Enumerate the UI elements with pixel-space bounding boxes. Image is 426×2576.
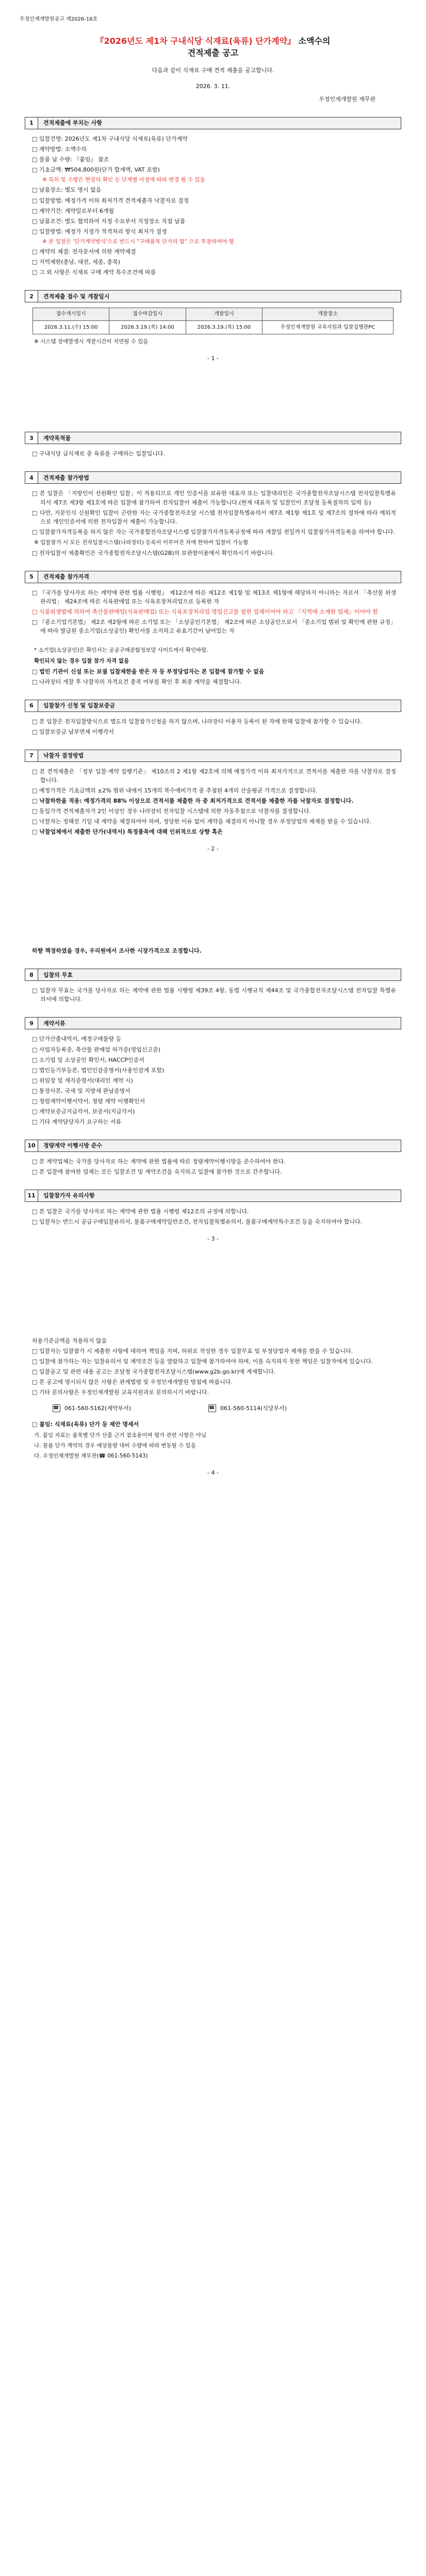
page-title: [40, 35, 386, 59]
list-item: □ 나라장터 개찰 후 낙찰자의 자격요건 충족 여부를 확인 후 최종 계약을 체결합니다.: [32, 678, 242, 685]
section-number: 4: [25, 471, 38, 484]
attachment-item: 다. 우정인재개발원 재무관(☎ 061-560-5143): [34, 1453, 148, 1460]
list-item: □ 물품 납 수량: 『붙임』 참조: [32, 156, 109, 163]
document-page: [9, 0, 417, 1502]
section-header-8: [25, 969, 401, 981]
list-item: □ 그 외 사항은 식재료 구매 계약 특수조건에 따름: [32, 269, 156, 276]
table-header: 접수마감일시: [109, 308, 186, 321]
list-item: □ 통장사본, 국세 및 지방세 완납증명서: [32, 1087, 130, 1094]
list-item: □ 법인 기관이 신설 또는 보궐 입찰제한을 받은 자 등 부정당업자는 본 입찰에 참가할 수 없음: [32, 668, 265, 675]
section-number: 2: [25, 290, 38, 302]
list-item: □ 『국가를 당사자로 하는 계약에 관한 법률 시행령』 제12조에 따른 제12조 제1항 및 제13조 제1항에 해당하지 아니하는 자로서 「축산물 위생관리법」 제24조에 따른 식육판매업 또는 식육포장처리업으로 등록한 자: [32, 589, 396, 605]
continued-text: 허용기준금액을 적용하지 않음: [32, 1337, 107, 1345]
attachment-title: □ 붙임: 식재료(육류) 단가 등 제안 명세서: [32, 1421, 139, 1428]
list-item: □ 낙찰자는 정해진 기일 내 계약을 체결하여야 하며, 정당한 이유 없이 계약을 체결하지 아니할 경우 부정당업자 제재를 받을 수 있습니다.: [32, 818, 371, 825]
contact-phone: 061-560-5162(계약부서): [64, 1405, 132, 1412]
title-black: 소액수의: [295, 36, 331, 46]
section-header-7: [25, 750, 401, 762]
page-number: - 1 -: [207, 355, 219, 362]
section-label: 입찰참가자 유의사항: [38, 1190, 401, 1202]
section-number: 6: [25, 700, 38, 712]
list-item-red: □ 식품위생법에 의하여 축산물판매업(식육판매업) 또는 식육포장처리업 영업신고를 필한 업체이어야 하고 『지역에 소재한 업체』이어야 함: [32, 608, 378, 616]
list-item: □ 입찰에 참가하는 자는 입찰유의서 및 계약조건 등을 열람하고 입찰에 참가하여야 하며, 이를 숙지하지 못한 책임은 입찰자에게 있습니다.: [32, 1358, 373, 1365]
list-item: □ 청렴계약이행서약서, 청렴 계약 이행확인서: [32, 1097, 145, 1105]
section-label: 견적제출 참가자격: [38, 571, 401, 583]
title-red: 『2026년도 제1차 구내식당 식재료(육류) 단가계약』: [95, 36, 296, 46]
page-break: [9, 367, 417, 418]
list-item: □ 기타 계약담당자가 요구하는 서류: [32, 1118, 122, 1125]
list-item: □ 납품장소: 별도 명시 없음: [32, 187, 102, 194]
table-header: 개찰일시: [186, 308, 262, 321]
attachment-item: 나. 물품 단가 계약의 경우 예상물량 대비 수량에 따라 변동될 수 있음: [34, 1442, 196, 1449]
section-label: 계약서류: [38, 1017, 401, 1029]
list-item: □ 본 입찰에 참여한 업체는 모든 입찰조건 및 계약조건을 숙지하고 입찰에 참가한 것으로 간주합니다.: [32, 1168, 282, 1175]
list-item: □ 낙찰하한율 적용: 예정가격의 88% 이상으로 견적서를 제출한 자 중 최저가격으로 견적서를 제출한 자를 낙찰자로 결정합니다.: [32, 798, 354, 805]
section-number: 5: [25, 571, 38, 583]
list-item: □ 위임장 및 재직증명서(대리인 계약 시): [32, 1077, 133, 1084]
contact-info: [32, 1404, 394, 1413]
table-cell: 2026.3.11.(수) 15:00: [33, 320, 109, 334]
list-item: □ 입찰방법: 예정가격 이하 최저가격 견적제출자 낙찰자로 결정: [32, 197, 189, 204]
list-item: □ 입찰참가자격등록을 하지 않은 자는 국가종합전자조달시스템 입찰참가자격등록규정에 따라 개찰일 전일까지 입찰참가자격등록을 하여야 합니다.: [32, 528, 396, 535]
section-header-9: [25, 1017, 401, 1029]
list-item: □ 낙찰업체에서 제출한 단가(내역서) 특정품목에 대해 인위적으로 상향 혹은: [32, 828, 223, 836]
list-item: □ 본 입찰은 국가를 당사자로 하는 계약에 관한 법률 시행령 제12조의 규정에 의합니다.: [32, 1208, 249, 1215]
list-item: □ 소기업 및 소상공인 확인서, HACCP인증서: [32, 1056, 144, 1063]
list-item: □ 계약보증금지급각서, 보증서(지급각서): [32, 1108, 135, 1115]
list-item: □ 기초금액: ₩504,800원(단가 합계액, VAT 포함): [32, 166, 160, 174]
lead-text: 다음과 같이 식재료 구매 견적 제출을 공고합니다.: [152, 66, 274, 74]
table-cell: 2026.3.19.(목) 15:00: [186, 320, 262, 334]
note: ※ 입찰참가 시 모든 전자입찰시스템(나라장터) 등록이 이루어진 자에 한하여 입찰이 가능함: [34, 539, 249, 546]
red-note: ※ 특히 및 수량은 현장의 확인 등 단계별 사정에 따라 변경 될 수 있음: [42, 177, 205, 183]
red-note: ※ 본 입찰은 '단가계약방식'으로 반드시 "구매품목 단가의 합" 으로 투찰하여야 함: [42, 238, 235, 245]
list-item: □ 본 입찰은 전자입찰방식으로 별도의 입찰참가신청을 하지 않으며, 나라장터 이용자 등록이 된 자에 한해 입찰에 참가할 수 있습니다.: [32, 718, 363, 725]
list-item: □ 입찰방법: 예정가 지정가 적격처리 방식 최저가 결정: [32, 228, 167, 235]
section-number: 1: [25, 117, 38, 129]
continued-text: 하향 책정하였을 경우, 우리원에서 조사한 시장가격으로 조정합니다.: [32, 947, 202, 955]
section-number: 10: [25, 1140, 38, 1152]
note-bold: 확인되지 않는 경우 입찰 참가 자격 없음: [34, 657, 129, 664]
page-number: - 3 -: [207, 1235, 219, 1243]
contact-item: [53, 1404, 131, 1413]
section-number: 3: [25, 432, 38, 444]
list-item: □ 입찰공고 및 관련 내용 공고는 조달청 국가종합전자조달시스템(www.g2b.go.kr)에 게재합니다.: [32, 1368, 276, 1376]
table-header: 접수개시일시: [33, 308, 109, 321]
section-header-10: [25, 1140, 401, 1152]
list-item: □ 다만, 지문인식 신원확인 입찰이 곤란한 자는 국가종합전자조달 시스템 전자입찰특별유의서 제7조 제1항 제1호 및 제7조의 절차에 따라 예외적으로 개인인증서에 의한 전자입찰서 제출이 가능합니다.: [32, 509, 396, 525]
section-label: 입찰의 무효: [38, 969, 401, 981]
organization: 우정인재개발원 재무관: [319, 95, 375, 103]
section-label: 견적제출 참가방법: [38, 471, 401, 484]
phone-icon: ☎: [208, 1404, 216, 1412]
list-item: □ 입찰자 무효는 국가를 당사자로 하는 계약에 관한 법률 시행령 제39조 4항, 동법 시행규칙 제44조 및 국가종합전자조달시스템 전자입찰 특별유의서에 의합니다.: [32, 987, 396, 1003]
section-label: 입찰참가 신청 및 입찰보증금: [38, 700, 401, 712]
table-header: 개찰장소: [263, 308, 394, 321]
section-header-6: [25, 700, 401, 712]
list-item: □ 입찰자는 반드시 공급구매입찰유의서, 물품구매계약일반조건, 전자입찰특별유의서, 물품구매계약특수조건 등을 숙지하여야 합니다.: [32, 1218, 363, 1226]
list-item: □ 전자입찰서 제출확인은 국가종합전자조달시스템(G2B)의 보관함이용에서 확인하시기 바랍니다.: [32, 549, 275, 556]
section-header-5: [25, 571, 401, 583]
section-number: 8: [25, 969, 38, 981]
list-item: □ 입찰보증금 납부면제 이행각서: [32, 728, 114, 735]
list-item: □ 기타 문의사항은 우정인재개발원 교육지원과로 문의하시기 바랍니다.: [32, 1389, 209, 1396]
section-number: 9: [25, 1017, 38, 1029]
list-item: □ 단가산출내역서, 예정구매물량 등: [32, 1036, 122, 1043]
list-item: □ 구내식당 급식재료 중 육류를 구매하는 입찰입니다.: [32, 450, 166, 457]
note: * 소기업(소상공인)은 확인서는 공공구매종합정보망 사이트에서 확인바람.: [34, 647, 208, 654]
list-item: □ 계약방법: 소액수의: [32, 146, 87, 153]
list-item: □ 입찰자는 입찰참가 시 제출한 사항에 대하여 책임을 지며, 허위로 작성한 경우 입찰무효 및 부정당업자 제재를 받을 수 있습니다.: [32, 1348, 353, 1355]
section-header-1: [25, 117, 401, 129]
list-item: □ 본 입찰은 「지방인이 선원확인 입찰」이 적용되므로 개인 인증서를 보유한 대표자 또는 입찰대리인은 국가종합전자조달시스템 전자입찰특별유의서 제7조 제3항 제1호에 따른 입찰에 참가하여 전자입찰이 제출이 가능합니다.(현재 대표자 및 입찰인이 조달청 등록절차의 입력 등): [32, 490, 396, 506]
list-item: □ 본 공고에 명시되지 않은 사항은 관계법령 및 우정인재개발원 방침에 따릅니다.: [32, 1379, 233, 1386]
contact-phone: 061-560-5114(식당부서): [220, 1405, 287, 1412]
page-number: - 2 -: [207, 845, 219, 853]
section-label: 낙찰자 결정방법: [38, 750, 401, 762]
page-break: [9, 1247, 417, 1335]
phone-icon: ☎: [53, 1404, 60, 1412]
section-number: 11: [25, 1190, 38, 1202]
list-item: □ 계약기간: 계약일로부터 6개월: [32, 207, 114, 214]
section-header-4: [25, 471, 401, 484]
list-item: □ 지역제한(충남, 대전, 세종, 충북): [32, 259, 120, 266]
section-label: 견적제출에 부치는 사항: [38, 117, 401, 129]
section-label: 정량계약 이행시방 준수: [38, 1140, 401, 1152]
attachment-item: 가. 붙임 자료는 품목별 단가 산출 근거 참조용이며 평가 관련 사항은 아님: [34, 1432, 207, 1438]
title-line2: 견적제출 공고: [187, 47, 239, 58]
section-header-11: [25, 1190, 401, 1202]
list-item: □ 계약의 체결: 전자문서에 의한 계약체결: [32, 248, 136, 255]
section-header-2: [25, 290, 401, 302]
list-item: □ 본 견적제출은 「정부 입찰·계약 집행기준」 제10조의 2 제1항 제2호에 의해 예정가격 이하 최저가격으로 견적서를 제출한 자를 낙찰자로 결정합니다.: [32, 768, 396, 784]
list-item: □ 입찰건명: 2026년도 제1차 구내식당 식재료(육류) 단가계약: [32, 135, 188, 143]
section-number: 7: [25, 750, 38, 762]
page-number: - 4 -: [207, 1469, 219, 1477]
list-item: □ 사업자등록증, 축산물 판매업 허가증(영업신고증): [32, 1046, 160, 1053]
list-item: □ 납품조건: 별도 협의하여 지정 수요부서 지정장소 직접 납품: [32, 217, 186, 225]
schedule-table: [32, 308, 394, 334]
section-label: 계약목적물: [38, 432, 401, 444]
table-cell: 2026.3.19.(목) 14:00: [109, 320, 186, 334]
table-note: ※ 시스템 장애발생시 개찰시간이 지연될 수 있음: [34, 338, 149, 345]
contact-item: [208, 1404, 287, 1413]
list-item: □ 동일가격 견적제출자가 2인 이상인 경우 나라장터 전자입찰 시스템에 의한 자동추첨으로 낙찰자를 결정합니다.: [32, 808, 312, 815]
table-cell: 우정인재개발원 교육지원과 입찰집행관PC: [263, 320, 394, 334]
list-item: □ 법인등기부등본, 법인인감증명서(사용인감계 포함): [32, 1066, 165, 1074]
document-number: 우정인재개발원공고 제2026-16호: [20, 16, 98, 22]
page-break: [9, 857, 417, 945]
announce-date: 2026. 3. 11.: [195, 82, 231, 90]
list-item: □ 예정가격은 기초금액의 ±2% 범위 내에서 15개의 복수예비가격 중 추첨된 4개의 산술평균 가격으로 결정합니다.: [32, 787, 318, 794]
list-item: □ 『중소기업기본법』 제2조 제2항에 따른 소기업 또는 「소상공인기본법」 제2조에 따른 소상공인으로서 「중소기업 범위 및 확인에 관한 규정」에 따라 발급된 중소기업(소상공인) 확인서를 소지하고 유효기간이 남아있는 자: [32, 619, 396, 635]
section-label: 견적제출 접수 및 개찰일시: [38, 290, 401, 302]
section-header-3: [25, 432, 401, 444]
list-item: □ 본 계약업체는 국가를 당사자로 하는 계약에 관한 법률에 따른 정량계약이행시방을 준수하여야 한다.: [32, 1158, 286, 1165]
